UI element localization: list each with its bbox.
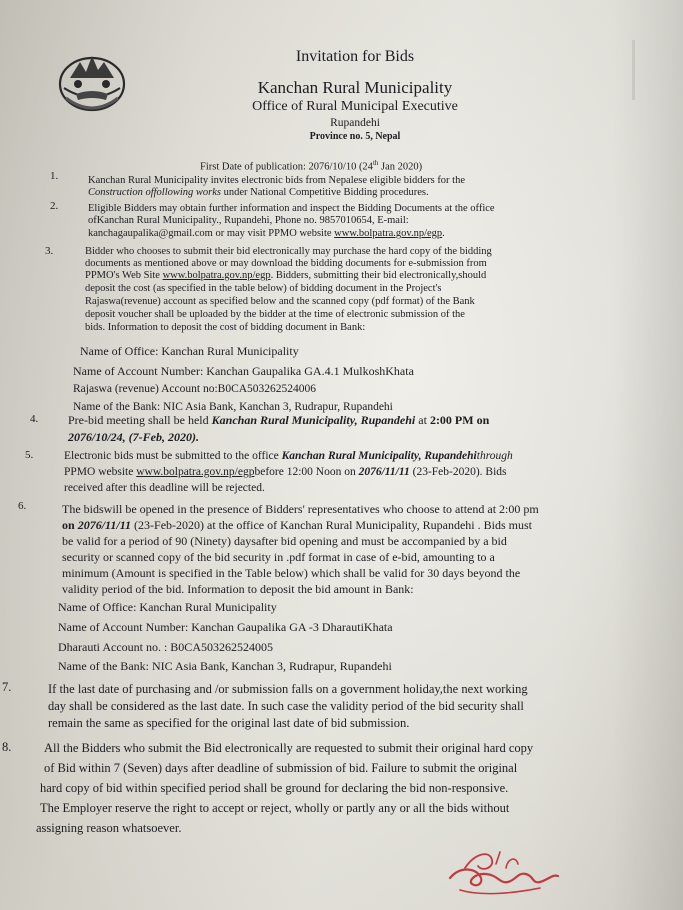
item3-account-no: Rajaswa (revenue) Account no:B0CA503262524006 (73, 383, 317, 395)
item-number: 4. (30, 413, 39, 425)
item3-line: Rajaswa(revenue) account as specified below and the scanned copy (pdf format) of the Bank (85, 296, 475, 307)
item4-line: 2076/10/24, (7-Feb, 2020). (68, 430, 199, 444)
item8-line: All the Bidders who submit the Bid electronically are requested to submit their original hard copy (44, 741, 534, 755)
item6-line: on 2076/11/11 (23-Feb-2020) at the office of Kanchan Rural Municipality, Rupandehi . Bids must (62, 518, 532, 532)
item-number: 2. (50, 200, 59, 212)
item3-line: Bidder who chooses to submit their bid electronically may purchase the hard copy of the bidding (85, 246, 492, 257)
item2-line: Eligible Bidders may obtain further information and inspect the Bidding Documents at the office (88, 203, 495, 214)
item-number: 1. (50, 170, 59, 182)
item7-line: day shall be considered as the last date. In such case the validity period of the bid security shall (48, 699, 524, 713)
item1-line: Kanchan Rural Municipality invites electronic bids from Nepalese eligible bidders for the (88, 175, 466, 186)
item7-line: remain the same as specified for the original last date of bid submission. (48, 716, 410, 730)
item6-line: validity period of the bid. Information to deposit the bid amount in Bank: (62, 582, 414, 596)
item2-line: ofKanchan Rural Municipality., Rupandehi, Phone no. 9857010654, E-mail: (88, 215, 409, 226)
item5-line: received after this deadline will be rejected. (64, 482, 265, 494)
item-number: 8. (2, 740, 12, 754)
handwritten-signature (420, 838, 570, 908)
bolpatra-link[interactable]: www.bolpatra.gov.np/egp (136, 466, 255, 478)
item6-account-name: Name of Account Number: Kanchan Gaupalika GA -3 DharautiKhata (58, 620, 393, 634)
item3-line: deposit the cost (as specified in the table below) of bidding document in the Project's (85, 283, 442, 294)
item3-line: deposit voucher shall be uploaded by the bidder at the time of electronic submission of the (85, 309, 465, 320)
item6-line: be valid for a period of 90 (Ninety) daysafter bid opening and must be accompanied by a bid (62, 534, 507, 548)
item3-office: Name of Office: Kanchan Rural Municipality (80, 344, 299, 358)
item5-line: Electronic bids must be submitted to the office Kanchan Rural Municipality, Rupandehithrough (64, 450, 513, 462)
item3-line: PPMO's Web Site www.bolpatra.gov.np/egp. Bidders, submitting their bid electronically,should (85, 270, 487, 281)
item8-line: hard copy of bid within specified period shall be ground for declaring the bid non-responsive. (40, 781, 509, 795)
item6-account-no: Dharauti Account no. : B0CA503262524005 (58, 640, 273, 654)
district-name: Rupandehi (330, 117, 380, 129)
item7-line: If the last date of purchasing and /or submission falls on a government holiday,the next working (48, 682, 528, 696)
publication-date: First Date of publication: 2076/10/10 (24th Jan 2020) (200, 159, 423, 173)
item3-account-name: Name of Account Number: Kanchan Gaupalika GA.4.1 MulkoshKhata (73, 364, 414, 378)
item6-line: The bidswill be opened in the presence of Bidders' representatives who choose to attend at 2:00 pm (62, 502, 539, 516)
item1-line: Construction offollowing works under National Competitive Bidding procedures. (88, 187, 429, 198)
item3-bank: Name of the Bank: NIC Asia Bank, Kanchan 3, Rudrapur, Rupandehi (73, 401, 393, 413)
page-edge-shadow (613, 0, 683, 910)
province-name: Province no. 5, Nepal (309, 131, 401, 142)
office-name: Office of Rural Municipal Executive (252, 99, 458, 114)
item5-line: PPMO website www.bolpatra.gov.np/egpbefore 12:00 Noon on 2076/11/11 (23-Feb-2020). Bids (64, 466, 507, 478)
document-title: Invitation for Bids (295, 48, 415, 65)
item3-line: documents as mentioned above or may download the bidding documents for e-submission from (85, 258, 487, 269)
bolpatra-link[interactable]: www.bolpatra.gov.np/egp (162, 270, 271, 281)
item4-line: Pre-bid meeting shall be held Kanchan Rural Municipality, Rupandehi at 2:00 PM on (68, 413, 490, 427)
item6-line: minimum (Amount is specified in the Table below) which shall be valid for 30 days beyond the (62, 566, 521, 580)
item8-line: of Bid within 7 (Seven) days after deadline of submission of bid. Failure to submit the original (44, 761, 518, 775)
nepal-emblem-icon (56, 48, 128, 118)
item3-line: bids. Information to deposit the cost of bidding document in Bank: (85, 322, 366, 333)
item6-bank: Name of the Bank: NIC Asia Bank, Kanchan 3, Rudrapur, Rupandehi (58, 659, 392, 673)
organization-name: Kanchan Rural Municipality (257, 78, 453, 97)
bolpatra-link[interactable]: www.bolpatra.gov.np/egp (334, 228, 443, 239)
page-crease (632, 40, 635, 100)
item6-office: Name of Office: Kanchan Rural Municipality (58, 600, 277, 614)
item-number: 3. (45, 245, 54, 257)
item6-line: security or scanned copy of the bid security in .pdf format in case of e-bid, amounting to a (62, 550, 495, 564)
item-number: 7. (2, 680, 12, 694)
item8-line: assigning reason whatsoever. (36, 821, 182, 835)
item-number: 5. (25, 449, 34, 461)
item2-line: kanchagaupalika@gmail.com or may visit PPMO website www.bolpatra.gov.np/egp. (88, 228, 445, 239)
item-number: 6. (18, 500, 27, 512)
item8-line: The Employer reserve the right to accept or reject, wholly or partly any or all the bids without (40, 801, 510, 815)
